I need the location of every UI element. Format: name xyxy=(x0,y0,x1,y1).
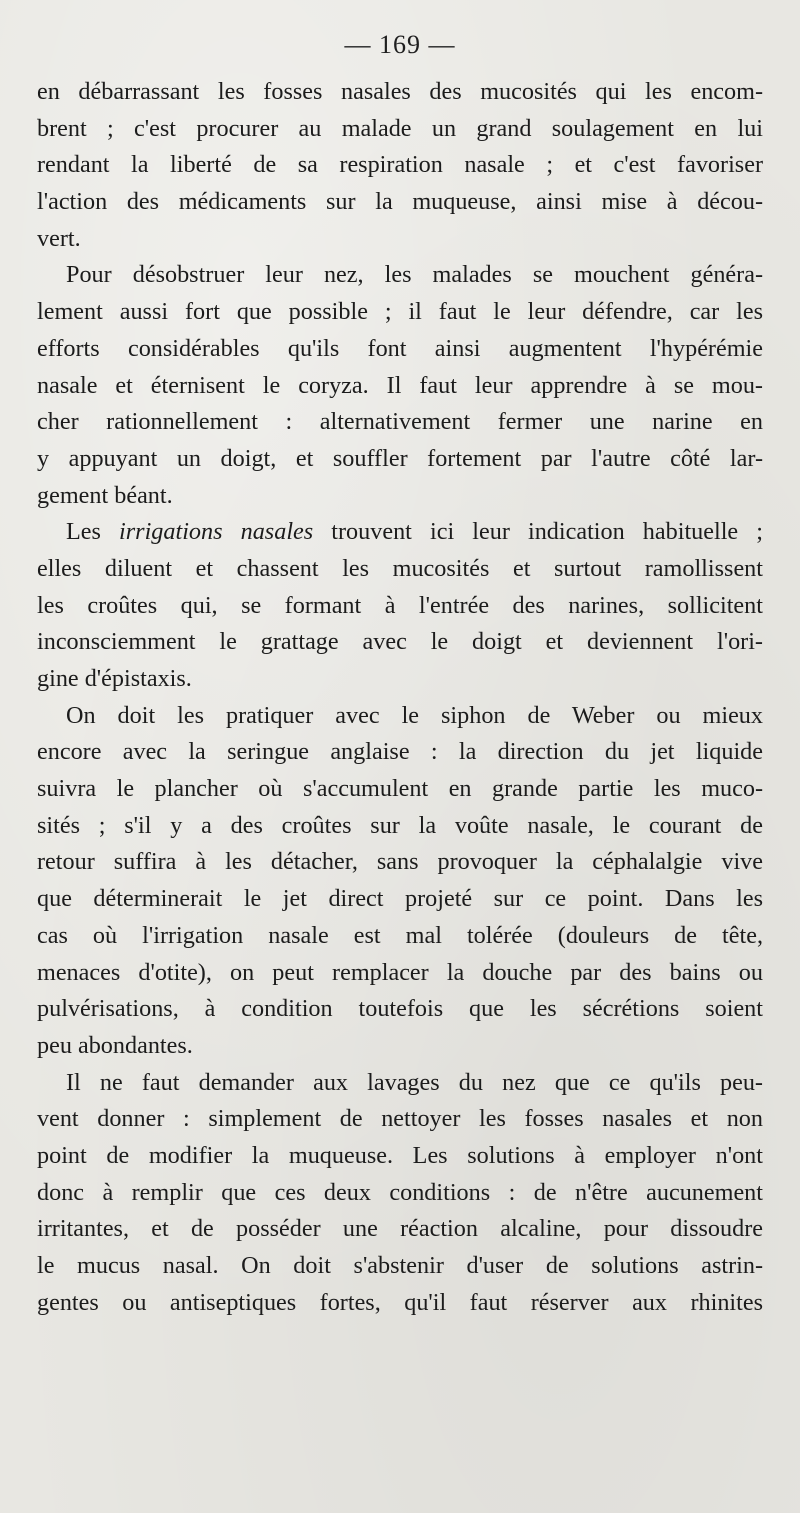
text-line: suivra le plancher où s'accumulent en grande partie les muco- xyxy=(37,775,763,803)
italic-phrase: irrigations nasales xyxy=(119,518,314,546)
page-number: — 169 — xyxy=(344,30,456,59)
body-text xyxy=(37,74,763,1321)
text-line: le mucus nasal. On doit s'abstenir d'user de solutions astrin- xyxy=(37,1252,763,1279)
text-line: brent ; c'est procurer au malade un grand soulagement en lui xyxy=(37,114,763,142)
text-line: nasale et éternisent le coryza. Il faut leur apprendre à se mou- xyxy=(37,371,763,399)
text-line: cas où l'irrigation nasale est mal tolérée (douleurs de tête, xyxy=(37,921,763,949)
text-line: inconsciemment le grattage avec le doigt et deviennent l'ori- xyxy=(37,628,763,656)
text-line: menaces d'otite), on peut remplacer la douche par des bains ou xyxy=(37,958,763,986)
text-line: efforts considérables qu'ils font ainsi augmentent l'hypérémie xyxy=(37,334,763,362)
text-line: lement aussi fort que possible ; il faut le leur défendre, car les xyxy=(37,298,763,326)
text-line-with-italic: Les irrigations nasales trouvent ici leur indication habituelle ; xyxy=(66,518,763,546)
text-line: donc à remplir que ces deux conditions : de n'être aucunement xyxy=(37,1178,763,1206)
text-line: gine d'épistaxis. xyxy=(37,665,192,692)
paragraph-2 xyxy=(37,257,763,514)
text-line: que déterminerait le jet direct projeté sur ce point. Dans les xyxy=(37,885,763,913)
text-line: point de modifier la muqueuse. Les solutions à employer n'ont xyxy=(37,1141,763,1169)
text-line: gement béant. xyxy=(37,481,173,509)
text-line: Il ne faut demander aux lavages du nez que ce qu'ils peu- xyxy=(66,1068,763,1096)
text-line: On doit les pratiquer avec le siphon de Weber ou mieux xyxy=(66,701,763,729)
text-line: vert. xyxy=(37,224,81,252)
text-line: cher rationnellement : alternativement fermer une narine en xyxy=(37,408,763,436)
text-line: gentes ou antiseptiques fortes, qu'il faut réserver aux rhinites xyxy=(37,1288,763,1316)
text-line: l'action des médicaments sur la muqueuse, ainsi mise à décou- xyxy=(37,188,763,216)
paragraph-1 xyxy=(37,74,763,257)
text-line: encore avec la seringue anglaise : la direction du jet liquide xyxy=(37,738,763,766)
text-line: Pour désobstruer leur nez, les malades se mouchent généra- xyxy=(66,261,763,289)
paragraph-4 xyxy=(37,698,763,1065)
text-line: pulvérisations, à condition toutefois que les sécrétions soient xyxy=(37,995,763,1023)
text-line: peu abondantes. xyxy=(37,1031,193,1059)
text-line: vent donner : simplement de nettoyer les fosses nasales et non xyxy=(37,1105,763,1133)
text-line: y appuyant un doigt, et souffler fortement par l'autre côté lar- xyxy=(37,444,763,472)
text-line: les croûtes qui, se formant à l'entrée des narines, sollicitent xyxy=(37,591,763,619)
text-line: retour suffira à les détacher, sans provoquer la céphalalgie vive xyxy=(37,848,763,876)
text-line: sités ; s'il y a des croûtes sur la voûte nasale, le courant de xyxy=(37,811,763,839)
text-line: rendant la liberté de sa respiration nasale ; et c'est favoriser xyxy=(37,151,763,179)
text-line: elles diluent et chassent les mucosités et surtout ramollissent xyxy=(37,554,763,582)
text-line: irritantes, et de posséder une réaction alcaline, pour dissoudre xyxy=(37,1215,763,1243)
paragraph-5 xyxy=(37,1065,763,1322)
paragraph-3 xyxy=(37,514,763,697)
text-line: en débarrassant les fosses nasales des mucosités qui les encom- xyxy=(37,78,763,105)
